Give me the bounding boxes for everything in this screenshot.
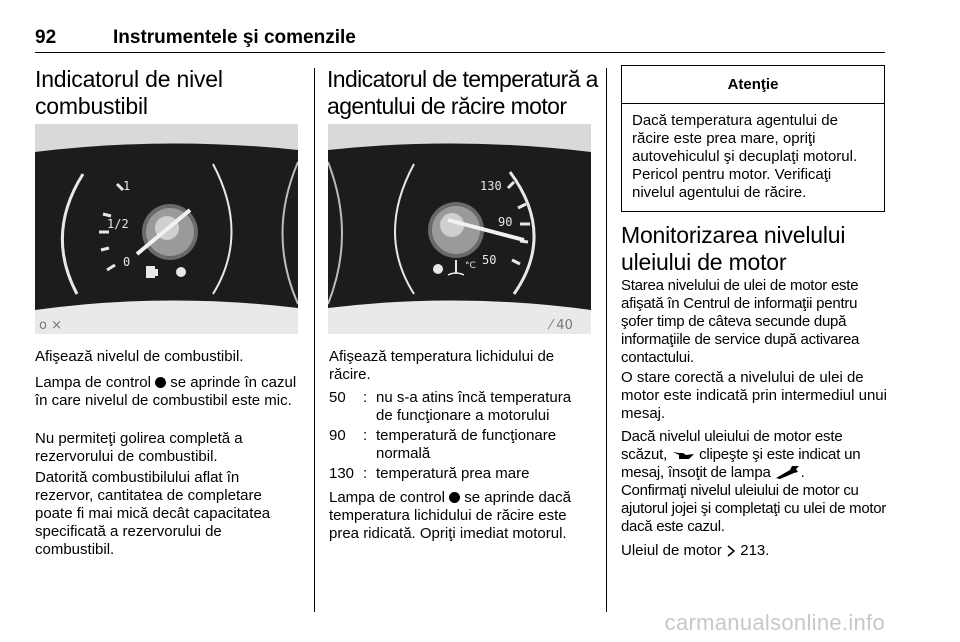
page-number: 92 xyxy=(35,27,57,48)
coolant-caption: Afişează temperatura lichidului de răcire. xyxy=(329,348,555,383)
fuel-caption: Afişează nivelul de combustibil. xyxy=(35,348,244,365)
fuel-warning-lamp-icon xyxy=(176,267,186,277)
column-divider-2 xyxy=(606,68,607,612)
notice-text: Dacă temperatura agentului de răcire este prea mare, opriţi autovehiculul şi decuplaţi motorul. Pericol pentru motor. Verificaţi nivelul agentului de răcire. xyxy=(632,112,858,201)
coolant-gauge-image xyxy=(328,124,591,334)
oil-can-icon xyxy=(671,449,695,461)
coolant-warning-lamp-icon xyxy=(433,264,443,274)
page-reference-arrow-icon xyxy=(726,545,736,557)
fuel-paragraph-capacity: Datorită combustibilului aflat în rezervor, cantitatea de completare poate fi mai mică decât capacitatea specificată a rezervorului de combustibil. xyxy=(35,469,271,558)
oil-paragraph-confirm: Confirmaţi nivelul uleiului de motor cu ajutorul jojei şi completaţi cu ulei de motor dacă este cazul. xyxy=(621,482,886,535)
control-lamp-dot-icon xyxy=(449,492,460,503)
coolant-paragraph-lamp: Lampa de control se aprinde dacă temperatura lichidului de răcire este prea ridicată. Opriţi imediat motorul. xyxy=(329,489,571,542)
control-lamp-dot-icon xyxy=(155,377,166,388)
fuel-heading: Indicatorul de nivel combustibil xyxy=(35,66,223,119)
column-divider-1 xyxy=(314,68,315,612)
notice-title: Atenţie xyxy=(622,66,884,104)
fuel-gauge-label-full: 1 xyxy=(123,179,131,193)
list-item: 130 : temperatură prea mare xyxy=(329,465,530,482)
fuel-paragraph-empty: Nu permiteţi golirea completă a rezervorului de combustibil. xyxy=(35,430,243,465)
coolant-heading: Indicatorul de temperatură a agentului de răcire motor xyxy=(327,66,598,119)
watermark: carmanualsonline.info xyxy=(664,610,885,635)
oil-paragraph-low: Dacă nivelul uleiului de motor este scăzut, clipeşte şi este indicat un mesaj, însoţit de lampa . xyxy=(621,428,861,481)
oil-reference: Uleiul de motor 213. xyxy=(621,542,770,559)
coolant-gauge-unit: °C xyxy=(465,261,476,271)
section-title: Instrumentele şi comenzile xyxy=(113,27,356,48)
coolant-gauge-label-50: 50 xyxy=(482,253,497,267)
coolant-gauge-label-90: 90 xyxy=(498,215,513,229)
wrench-icon xyxy=(775,465,801,479)
attention-notice xyxy=(621,65,885,212)
list-item: 90 : temperatură de funcţionare normală xyxy=(329,427,557,462)
coolant-value-list xyxy=(329,389,591,485)
oil-paragraph-correct: O stare corectă a nivelului de ulei de motor este indicată prin intermediul unui mesaj. xyxy=(621,369,887,422)
oil-reference-page[interactable]: 213. xyxy=(740,542,770,559)
oil-heading: Monitorizarea nivelului uleiului de motor xyxy=(621,222,846,275)
fuel-paragraph-lamp: Lampa de control se aprinde în cazul în care nivelul de combustibil este mic. xyxy=(35,374,297,409)
fuel-gauge-label-half: 1/2 xyxy=(107,217,129,231)
list-item: 50 : nu s-a atins încă temperatura de funcţionare a motorului xyxy=(329,389,572,424)
oil-paragraph-status: Starea nivelului de ulei de motor este afişată în Centrul de informaţii pentru şofer timp de câteva secunde după informaţiile de service după activarea contactului. xyxy=(621,277,860,366)
svg-text:o ×: o × xyxy=(39,318,62,333)
fuel-gauge-image xyxy=(35,124,298,334)
page-header xyxy=(35,27,885,53)
svg-text:⁄ 40: ⁄ 40 xyxy=(550,318,573,333)
fuel-gauge-label-empty: 0 xyxy=(123,255,131,269)
coolant-gauge-label-130: 130 xyxy=(480,179,502,193)
